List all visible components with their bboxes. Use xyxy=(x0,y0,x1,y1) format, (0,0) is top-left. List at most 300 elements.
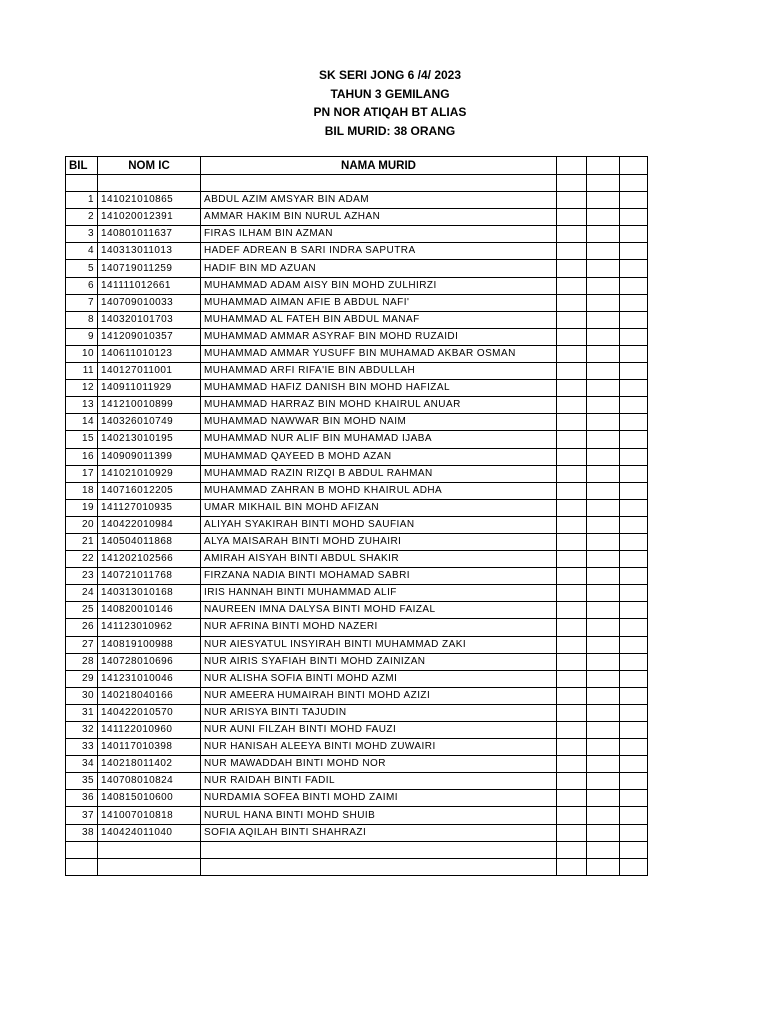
blank-cell xyxy=(620,448,648,465)
blank-cell xyxy=(557,294,587,311)
ic-number-cell: 141021010865 xyxy=(98,192,201,209)
blank-cell xyxy=(557,448,587,465)
blank-cell xyxy=(587,431,620,448)
blank-cell xyxy=(587,380,620,397)
column-header-blank-2 xyxy=(587,157,620,175)
empty-cell xyxy=(587,175,620,192)
ic-number-cell: 140719011259 xyxy=(98,260,201,277)
bil-cell: 19 xyxy=(66,499,98,516)
bil-cell: 32 xyxy=(66,722,98,739)
ic-number-cell: 140709010033 xyxy=(98,294,201,311)
table-row xyxy=(66,311,648,328)
blank-cell xyxy=(557,773,587,790)
bil-cell: 15 xyxy=(66,431,98,448)
blank-cell xyxy=(620,602,648,619)
table-row xyxy=(66,328,648,345)
student-name-cell: ABDUL AZIM AMSYAR BIN ADAM xyxy=(201,192,557,209)
table-row xyxy=(66,756,648,773)
ic-number-cell: 141007010818 xyxy=(98,807,201,824)
blank-cell xyxy=(557,482,587,499)
blank-cell xyxy=(557,687,587,704)
empty-cell xyxy=(557,175,587,192)
blank-cell xyxy=(587,773,620,790)
student-name-cell: HADEF ADREAN B SARI INDRA SAPUTRA xyxy=(201,243,557,260)
student-name-cell: NUR ALISHA SOFIA BINTI MOHD AZMI xyxy=(201,670,557,687)
blank-cell xyxy=(557,465,587,482)
column-header-bil: BIL xyxy=(66,157,98,175)
blank-cell xyxy=(557,328,587,345)
student-name-cell: FIRZANA NADIA BINTI MOHAMAD SABRI xyxy=(201,568,557,585)
bil-cell: 33 xyxy=(66,739,98,756)
student-name-cell: FIRAS ILHAM BIN AZMAN xyxy=(201,226,557,243)
blank-cell xyxy=(557,226,587,243)
blank-cell xyxy=(620,397,648,414)
blank-cell xyxy=(587,687,620,704)
student-name-cell: MUHAMMAD AL FATEH BIN ABDUL MANAF xyxy=(201,311,557,328)
blank-cell xyxy=(557,380,587,397)
bil-cell: 6 xyxy=(66,277,98,294)
table-row xyxy=(66,294,648,311)
table-row xyxy=(66,653,648,670)
blank-cell xyxy=(557,585,587,602)
ic-number-cell: 140313010168 xyxy=(98,585,201,602)
bil-cell: 37 xyxy=(66,807,98,824)
ic-number-cell: 140320101703 xyxy=(98,311,201,328)
blank-cell xyxy=(557,345,587,362)
ic-number-cell: 140127011001 xyxy=(98,363,201,380)
student-name-cell: MUHAMMAD AMMAR YUSUFF BIN MUHAMAD AKBAR OSMAN xyxy=(201,345,557,362)
blank-cell xyxy=(620,551,648,568)
ic-number-cell: 141021010929 xyxy=(98,465,201,482)
blank-cell xyxy=(620,345,648,362)
table-row xyxy=(66,773,648,790)
blank-cell xyxy=(557,363,587,380)
blank-cell xyxy=(587,533,620,550)
blank-cell xyxy=(620,294,648,311)
blank-cell xyxy=(620,619,648,636)
empty-cell xyxy=(98,175,201,192)
bil-cell: 17 xyxy=(66,465,98,482)
bil-cell: 2 xyxy=(66,209,98,226)
ic-number-cell: 141122010960 xyxy=(98,722,201,739)
bil-cell: 26 xyxy=(66,619,98,636)
bil-cell: 28 xyxy=(66,653,98,670)
teacher-name: PN NOR ATIQAH BT ALIAS xyxy=(313,105,467,119)
bil-cell: 3 xyxy=(66,226,98,243)
table-row xyxy=(66,533,648,550)
student-name-cell: MUHAMMAD QAYEED B MOHD AZAN xyxy=(201,448,557,465)
blank-cell xyxy=(557,636,587,653)
empty-cell xyxy=(201,175,557,192)
document-header xyxy=(0,66,768,140)
ic-number-cell: 141231010046 xyxy=(98,670,201,687)
blank-cell xyxy=(620,209,648,226)
ic-number-cell: 140820010146 xyxy=(98,602,201,619)
blank-cell xyxy=(587,209,620,226)
table-row xyxy=(66,824,648,841)
student-count: BIL MURID: 38 ORANG xyxy=(324,123,456,138)
blank-cell xyxy=(620,328,648,345)
blank-cell xyxy=(620,482,648,499)
blank-cell xyxy=(620,739,648,756)
bil-cell: 25 xyxy=(66,602,98,619)
blank-cell xyxy=(557,431,587,448)
student-name-cell: NUR HANISAH ALEEYA BINTI MOHD ZUWAIRI xyxy=(201,739,557,756)
blank-cell xyxy=(620,636,648,653)
blank-cell xyxy=(587,619,620,636)
blank-cell xyxy=(557,704,587,721)
table-row xyxy=(66,192,648,209)
blank-cell xyxy=(557,243,587,260)
empty-cell xyxy=(557,841,587,858)
student-name-cell: NUR RAIDAH BINTI FADIL xyxy=(201,773,557,790)
blank-cell xyxy=(587,465,620,482)
table-row xyxy=(66,516,648,533)
table-row xyxy=(66,722,648,739)
column-header-blank-3 xyxy=(620,157,648,175)
student-name-cell: MUHAMMAD ZAHRAN B MOHD KHAIRUL ADHA xyxy=(201,482,557,499)
table-row xyxy=(66,739,648,756)
ic-number-cell: 141127010935 xyxy=(98,499,201,516)
ic-number-cell: 140117010398 xyxy=(98,739,201,756)
bil-cell: 30 xyxy=(66,687,98,704)
blank-cell xyxy=(620,773,648,790)
blank-cell xyxy=(557,516,587,533)
bil-cell: 18 xyxy=(66,482,98,499)
blank-cell xyxy=(557,756,587,773)
bil-cell: 9 xyxy=(66,328,98,345)
table-row xyxy=(66,790,648,807)
ic-number-cell: 141020012391 xyxy=(98,209,201,226)
blank-cell xyxy=(620,311,648,328)
empty-cell xyxy=(201,841,557,858)
empty-cell xyxy=(620,175,648,192)
blank-cell xyxy=(587,414,620,431)
bil-cell: 35 xyxy=(66,773,98,790)
blank-cell xyxy=(620,414,648,431)
blank-cell xyxy=(557,653,587,670)
blank-cell xyxy=(587,482,620,499)
column-header-nom-ic: NOM IC xyxy=(98,157,201,175)
blank-cell xyxy=(620,568,648,585)
table-row xyxy=(66,277,648,294)
empty-cell xyxy=(201,858,557,875)
ic-number-cell: 140504011868 xyxy=(98,533,201,550)
student-name-cell: MUHAMMAD ADAM AISY BIN MOHD ZULHIRZI xyxy=(201,277,557,294)
blank-cell xyxy=(620,687,648,704)
ic-number-cell: 141202102566 xyxy=(98,551,201,568)
column-header-blank-1 xyxy=(557,157,587,175)
bil-cell: 36 xyxy=(66,790,98,807)
student-name-cell: NUR AIRIS SYAFIAH BINTI MOHD ZAINIZAN xyxy=(201,653,557,670)
empty-cell xyxy=(98,858,201,875)
student-name-cell: MUHAMMAD HARRAZ BIN MOHD KHAIRUL ANUAR xyxy=(201,397,557,414)
blank-cell xyxy=(587,790,620,807)
ic-number-cell: 140708010824 xyxy=(98,773,201,790)
ic-number-cell: 140911011929 xyxy=(98,380,201,397)
blank-cell xyxy=(557,619,587,636)
blank-cell xyxy=(587,311,620,328)
blank-cell xyxy=(587,243,620,260)
bil-cell: 10 xyxy=(66,345,98,362)
blank-cell xyxy=(587,397,620,414)
table-row xyxy=(66,345,648,362)
ic-number-cell: 140424011040 xyxy=(98,824,201,841)
blank-cell xyxy=(557,311,587,328)
ic-number-cell: 140721011768 xyxy=(98,568,201,585)
bil-cell: 21 xyxy=(66,533,98,550)
empty-cell xyxy=(66,841,98,858)
blank-cell xyxy=(620,363,648,380)
blank-cell xyxy=(557,533,587,550)
ic-number-cell: 140218040166 xyxy=(98,687,201,704)
blank-cell xyxy=(557,277,587,294)
student-name-cell: IRIS HANNAH BINTI MUHAMMAD ALIF xyxy=(201,585,557,602)
table-row xyxy=(66,585,648,602)
bil-cell: 11 xyxy=(66,363,98,380)
blank-cell xyxy=(587,756,620,773)
blank-cell xyxy=(620,670,648,687)
student-name-cell: MUHAMMAD NAWWAR BIN MOHD NAIM xyxy=(201,414,557,431)
table-row xyxy=(66,243,648,260)
blank-cell xyxy=(557,824,587,841)
student-name-cell: AMMAR HAKIM BIN NURUL AZHAN xyxy=(201,209,557,226)
table-row xyxy=(66,414,648,431)
student-name-cell: MUHAMMAD HAFIZ DANISH BIN MOHD HAFIZAL xyxy=(201,380,557,397)
table-row xyxy=(66,209,648,226)
blank-cell xyxy=(587,328,620,345)
blank-cell xyxy=(620,533,648,550)
blank-cell xyxy=(587,551,620,568)
blank-cell xyxy=(557,260,587,277)
empty-cell xyxy=(587,858,620,875)
table-row xyxy=(66,807,648,824)
blank-cell xyxy=(587,653,620,670)
table-body xyxy=(66,175,648,876)
blank-cell xyxy=(620,465,648,482)
ic-number-cell: 141209010357 xyxy=(98,328,201,345)
table-row xyxy=(66,380,648,397)
blank-cell xyxy=(587,807,620,824)
student-name-cell: NUR AMEERA HUMAIRAH BINTI MOHD AZIZI xyxy=(201,687,557,704)
blank-cell xyxy=(557,209,587,226)
student-name-cell: MUHAMMAD NUR ALIF BIN MUHAMAD IJABA xyxy=(201,431,557,448)
empty-row xyxy=(66,841,648,858)
blank-cell xyxy=(587,226,620,243)
ic-number-cell: 140422010984 xyxy=(98,516,201,533)
student-name-cell: MUHAMMAD AIMAN AFIE B ABDUL NAFI' xyxy=(201,294,557,311)
ic-number-cell: 140716012205 xyxy=(98,482,201,499)
table-row xyxy=(66,448,648,465)
blank-cell xyxy=(587,277,620,294)
ic-number-cell: 140611010123 xyxy=(98,345,201,362)
table-row xyxy=(66,363,648,380)
student-name-cell: NURDAMIA SOFEA BINTI MOHD ZAIMI xyxy=(201,790,557,807)
empty-row xyxy=(66,858,648,875)
blank-cell xyxy=(620,431,648,448)
blank-cell xyxy=(620,807,648,824)
blank-cell xyxy=(557,397,587,414)
bil-cell: 16 xyxy=(66,448,98,465)
bil-cell: 14 xyxy=(66,414,98,431)
bil-cell: 27 xyxy=(66,636,98,653)
empty-row xyxy=(66,175,648,192)
ic-number-cell: 140728010696 xyxy=(98,653,201,670)
blank-cell xyxy=(620,380,648,397)
student-name-cell: NUR ARISYA BINTI TAJUDIN xyxy=(201,704,557,721)
empty-cell xyxy=(620,858,648,875)
bil-cell: 24 xyxy=(66,585,98,602)
empty-cell xyxy=(66,175,98,192)
bil-cell: 12 xyxy=(66,380,98,397)
blank-cell xyxy=(587,739,620,756)
blank-cell xyxy=(620,756,648,773)
table-row xyxy=(66,551,648,568)
blank-cell xyxy=(557,192,587,209)
student-name-cell: NUR MAWADDAH BINTI MOHD NOR xyxy=(201,756,557,773)
ic-number-cell: 140313011013 xyxy=(98,243,201,260)
student-name-cell: MUHAMMAD ARFI RIFA'IE BIN ABDULLAH xyxy=(201,363,557,380)
table-row xyxy=(66,636,648,653)
blank-cell xyxy=(620,260,648,277)
blank-cell xyxy=(620,585,648,602)
blank-cell xyxy=(557,722,587,739)
blank-cell xyxy=(620,704,648,721)
blank-cell xyxy=(587,602,620,619)
bil-cell: 8 xyxy=(66,311,98,328)
blank-cell xyxy=(587,670,620,687)
bil-cell: 34 xyxy=(66,756,98,773)
column-header-nama-murid: NAMA MURID xyxy=(201,157,557,175)
blank-cell xyxy=(557,790,587,807)
student-name-cell: ALYA MAISARAH BINTI MOHD ZUHAIRI xyxy=(201,533,557,550)
blank-cell xyxy=(587,704,620,721)
student-name-cell: NAUREEN IMNA DALYSA BINTI MOHD FAIZAL xyxy=(201,602,557,619)
table-row xyxy=(66,260,648,277)
blank-cell xyxy=(620,516,648,533)
blank-cell xyxy=(587,260,620,277)
ic-number-cell: 140819100988 xyxy=(98,636,201,653)
blank-cell xyxy=(587,499,620,516)
bil-cell: 38 xyxy=(66,824,98,841)
table-row xyxy=(66,568,648,585)
table-row xyxy=(66,465,648,482)
bil-cell: 22 xyxy=(66,551,98,568)
student-name-cell: MUHAMMAD AMMAR ASYRAF BIN MOHD RUZAIDI xyxy=(201,328,557,345)
blank-cell xyxy=(557,568,587,585)
ic-number-cell: 140801011637 xyxy=(98,226,201,243)
student-roster-table xyxy=(65,156,648,876)
school-date-title: SK SERI JONG 6 /4/ 2023 xyxy=(318,68,462,82)
student-name-cell: AMIRAH AISYAH BINTI ABDUL SHAKIR xyxy=(201,551,557,568)
bil-cell: 29 xyxy=(66,670,98,687)
blank-cell xyxy=(557,414,587,431)
bil-cell: 23 xyxy=(66,568,98,585)
blank-cell xyxy=(620,722,648,739)
bil-cell: 5 xyxy=(66,260,98,277)
ic-number-cell: 140218011402 xyxy=(98,756,201,773)
bil-cell: 4 xyxy=(66,243,98,260)
bil-cell: 31 xyxy=(66,704,98,721)
ic-number-cell: 140213010195 xyxy=(98,431,201,448)
empty-cell xyxy=(66,858,98,875)
ic-number-cell: 141210010899 xyxy=(98,397,201,414)
bil-cell: 13 xyxy=(66,397,98,414)
student-name-cell: NUR AIESYATUL INSYIRAH BINTI MUHAMMAD ZAKI xyxy=(201,636,557,653)
blank-cell xyxy=(620,226,648,243)
student-name-cell: NUR AUNI FILZAH BINTI MOHD FAUZI xyxy=(201,722,557,739)
table-row xyxy=(66,499,648,516)
bil-cell: 1 xyxy=(66,192,98,209)
blank-cell xyxy=(620,790,648,807)
ic-number-cell: 141111012661 xyxy=(98,277,201,294)
blank-cell xyxy=(620,653,648,670)
table-row xyxy=(66,687,648,704)
ic-number-cell: 140815010600 xyxy=(98,790,201,807)
table-row xyxy=(66,619,648,636)
bil-cell: 7 xyxy=(66,294,98,311)
blank-cell xyxy=(620,192,648,209)
empty-cell xyxy=(557,858,587,875)
empty-cell xyxy=(620,841,648,858)
blank-cell xyxy=(587,345,620,362)
student-name-cell: UMAR MIKHAIL BIN MOHD AFIZAN xyxy=(201,499,557,516)
blank-cell xyxy=(587,516,620,533)
student-name-cell: NURUL HANA BINTI MOHD SHUIB xyxy=(201,807,557,824)
blank-cell xyxy=(587,722,620,739)
table-row xyxy=(66,397,648,414)
student-name-cell: SOFIA AQILAH BINTI SHAHRAZI xyxy=(201,824,557,841)
blank-cell xyxy=(587,585,620,602)
student-name-cell: MUHAMMAD RAZIN RIZQI B ABDUL RAHMAN xyxy=(201,465,557,482)
blank-cell xyxy=(557,551,587,568)
table-row xyxy=(66,704,648,721)
student-name-cell: ALIYAH SYAKIRAH BINTI MOHD SAUFIAN xyxy=(201,516,557,533)
blank-cell xyxy=(587,294,620,311)
blank-cell xyxy=(557,499,587,516)
ic-number-cell: 141123010962 xyxy=(98,619,201,636)
empty-cell xyxy=(587,841,620,858)
blank-cell xyxy=(587,636,620,653)
blank-cell xyxy=(587,363,620,380)
table-row xyxy=(66,226,648,243)
table-header-row xyxy=(66,157,648,175)
blank-cell xyxy=(557,602,587,619)
blank-cell xyxy=(620,499,648,516)
table-row xyxy=(66,431,648,448)
blank-cell xyxy=(620,277,648,294)
ic-number-cell: 140326010749 xyxy=(98,414,201,431)
table-row xyxy=(66,670,648,687)
blank-cell xyxy=(620,824,648,841)
blank-cell xyxy=(587,824,620,841)
blank-cell xyxy=(557,670,587,687)
blank-cell xyxy=(557,807,587,824)
student-name-cell: NUR AFRINA BINTI MOHD NAZERI xyxy=(201,619,557,636)
bil-cell: 20 xyxy=(66,516,98,533)
empty-cell xyxy=(98,841,201,858)
class-name: TAHUN 3 GEMILANG xyxy=(330,86,450,101)
student-name-cell: HADIF BIN MD AZUAN xyxy=(201,260,557,277)
ic-number-cell: 140909011399 xyxy=(98,448,201,465)
blank-cell xyxy=(587,192,620,209)
table-row xyxy=(66,602,648,619)
blank-cell xyxy=(557,739,587,756)
blank-cell xyxy=(587,448,620,465)
blank-cell xyxy=(587,568,620,585)
blank-cell xyxy=(620,243,648,260)
table-row xyxy=(66,482,648,499)
